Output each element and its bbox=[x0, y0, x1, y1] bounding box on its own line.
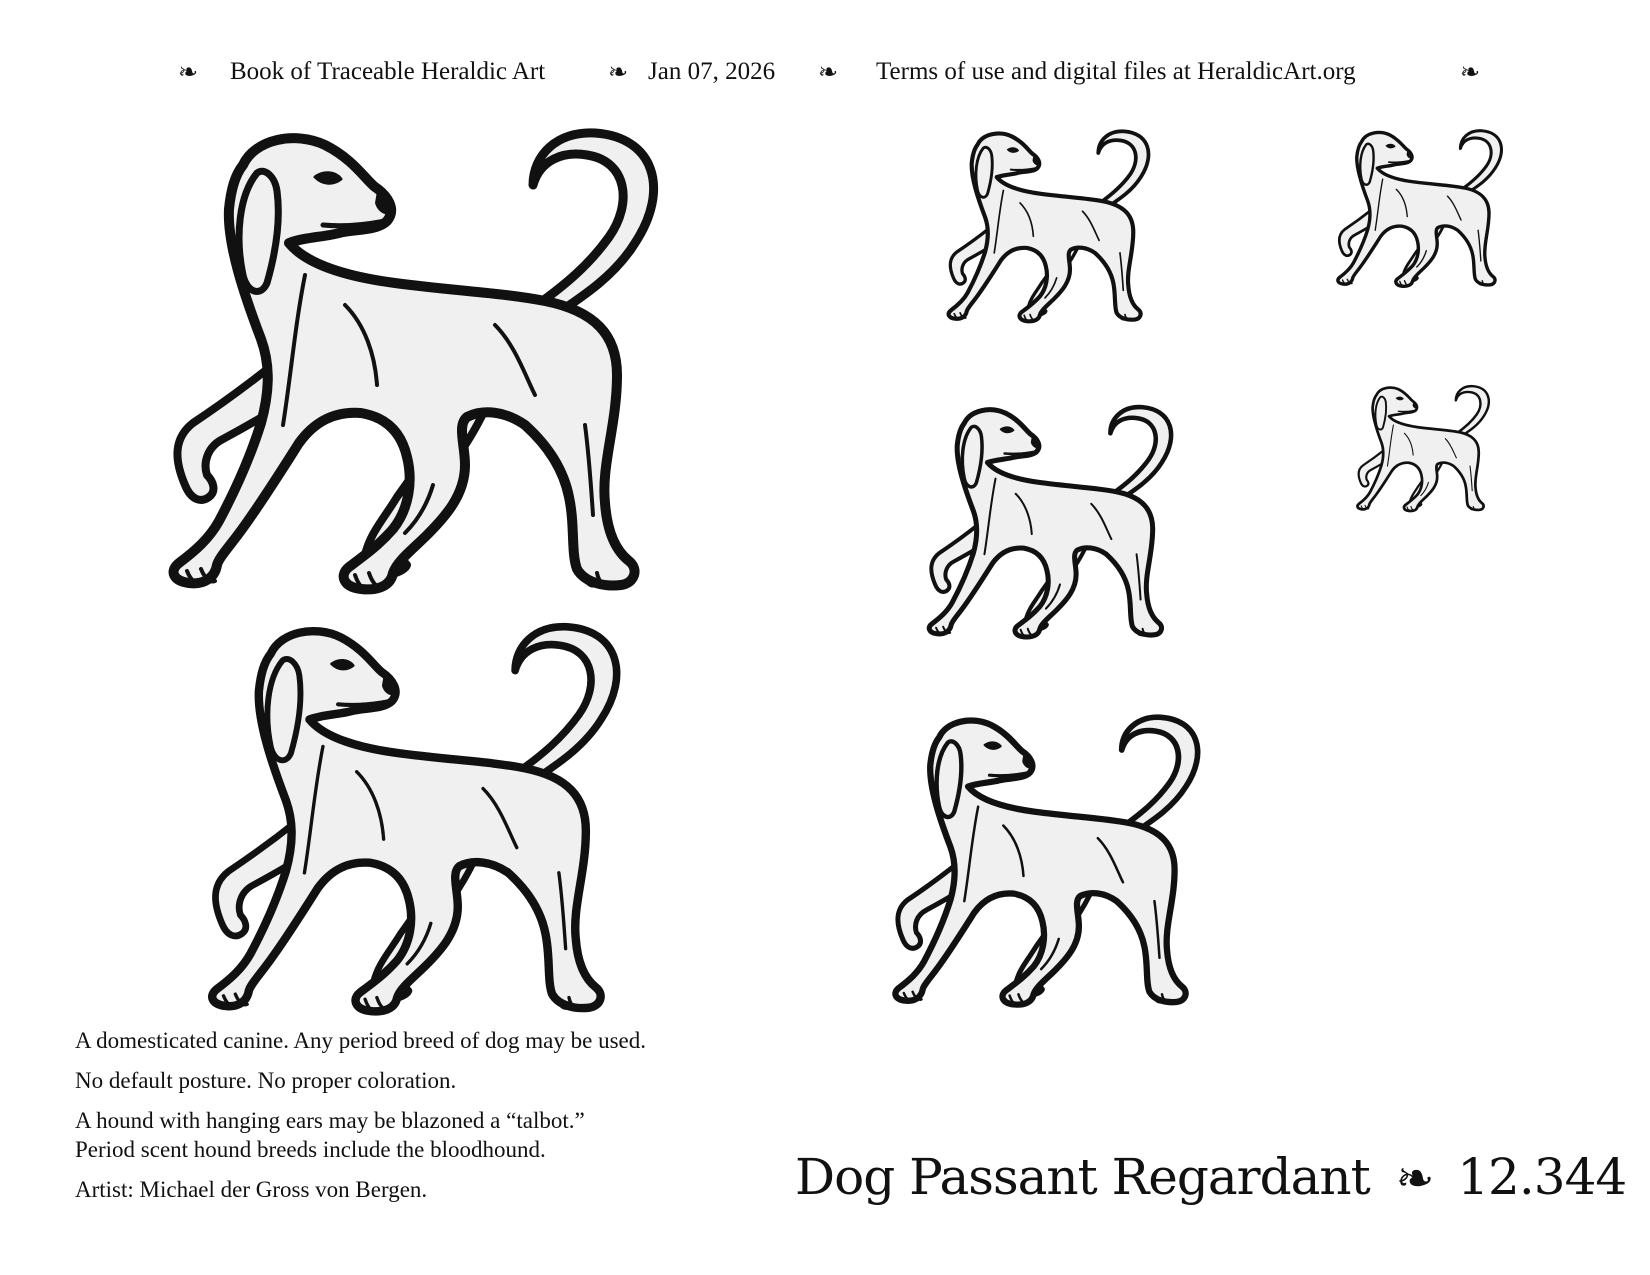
fleuron-icon: ❧ bbox=[178, 60, 199, 86]
dog-figure-smaller bbox=[1335, 128, 1519, 295]
fleuron-icon: ❧ bbox=[1395, 1151, 1434, 1205]
note-breeds: Period scent hound breeds include the bloodhound. bbox=[75, 1137, 546, 1162]
note-posture: No default posture. No proper coloration. bbox=[75, 1068, 457, 1093]
plate-name: Dog Passant Regardant bbox=[795, 1148, 1370, 1206]
header-date: Jan 07, 2026 bbox=[648, 58, 776, 85]
fleuron-icon: ❧ bbox=[1460, 60, 1481, 86]
note-talbot: A hound with hanging ears may be blazoned a “talbot.” bbox=[75, 1108, 585, 1133]
plate-title bbox=[795, 1148, 1627, 1218]
dog-figure-medium bbox=[925, 403, 1197, 650]
dog-figure-large bbox=[165, 125, 705, 615]
terms-of-use: Terms of use and digital files at HeraldicArt.org bbox=[876, 58, 1356, 85]
page-header bbox=[0, 58, 1650, 92]
dog-figure-smallest bbox=[1355, 384, 1503, 518]
fleuron-icon: ❧ bbox=[818, 60, 839, 86]
plate-number: 12.344 bbox=[1457, 1148, 1627, 1206]
book-title: Book of Traceable Heraldic Art bbox=[230, 58, 546, 85]
note-definition: A domesticated canine. Any period breed of dog may be used. bbox=[75, 1028, 647, 1053]
dog-figure-small bbox=[945, 128, 1170, 332]
dog-figure-large-2 bbox=[205, 620, 660, 1033]
dog-figure-medium-2 bbox=[890, 712, 1230, 1021]
fleuron-icon: ❧ bbox=[608, 60, 629, 86]
note-artist: Artist: Michael der Gross von Bergen. bbox=[75, 1177, 428, 1202]
description-notes bbox=[75, 1026, 755, 1215]
